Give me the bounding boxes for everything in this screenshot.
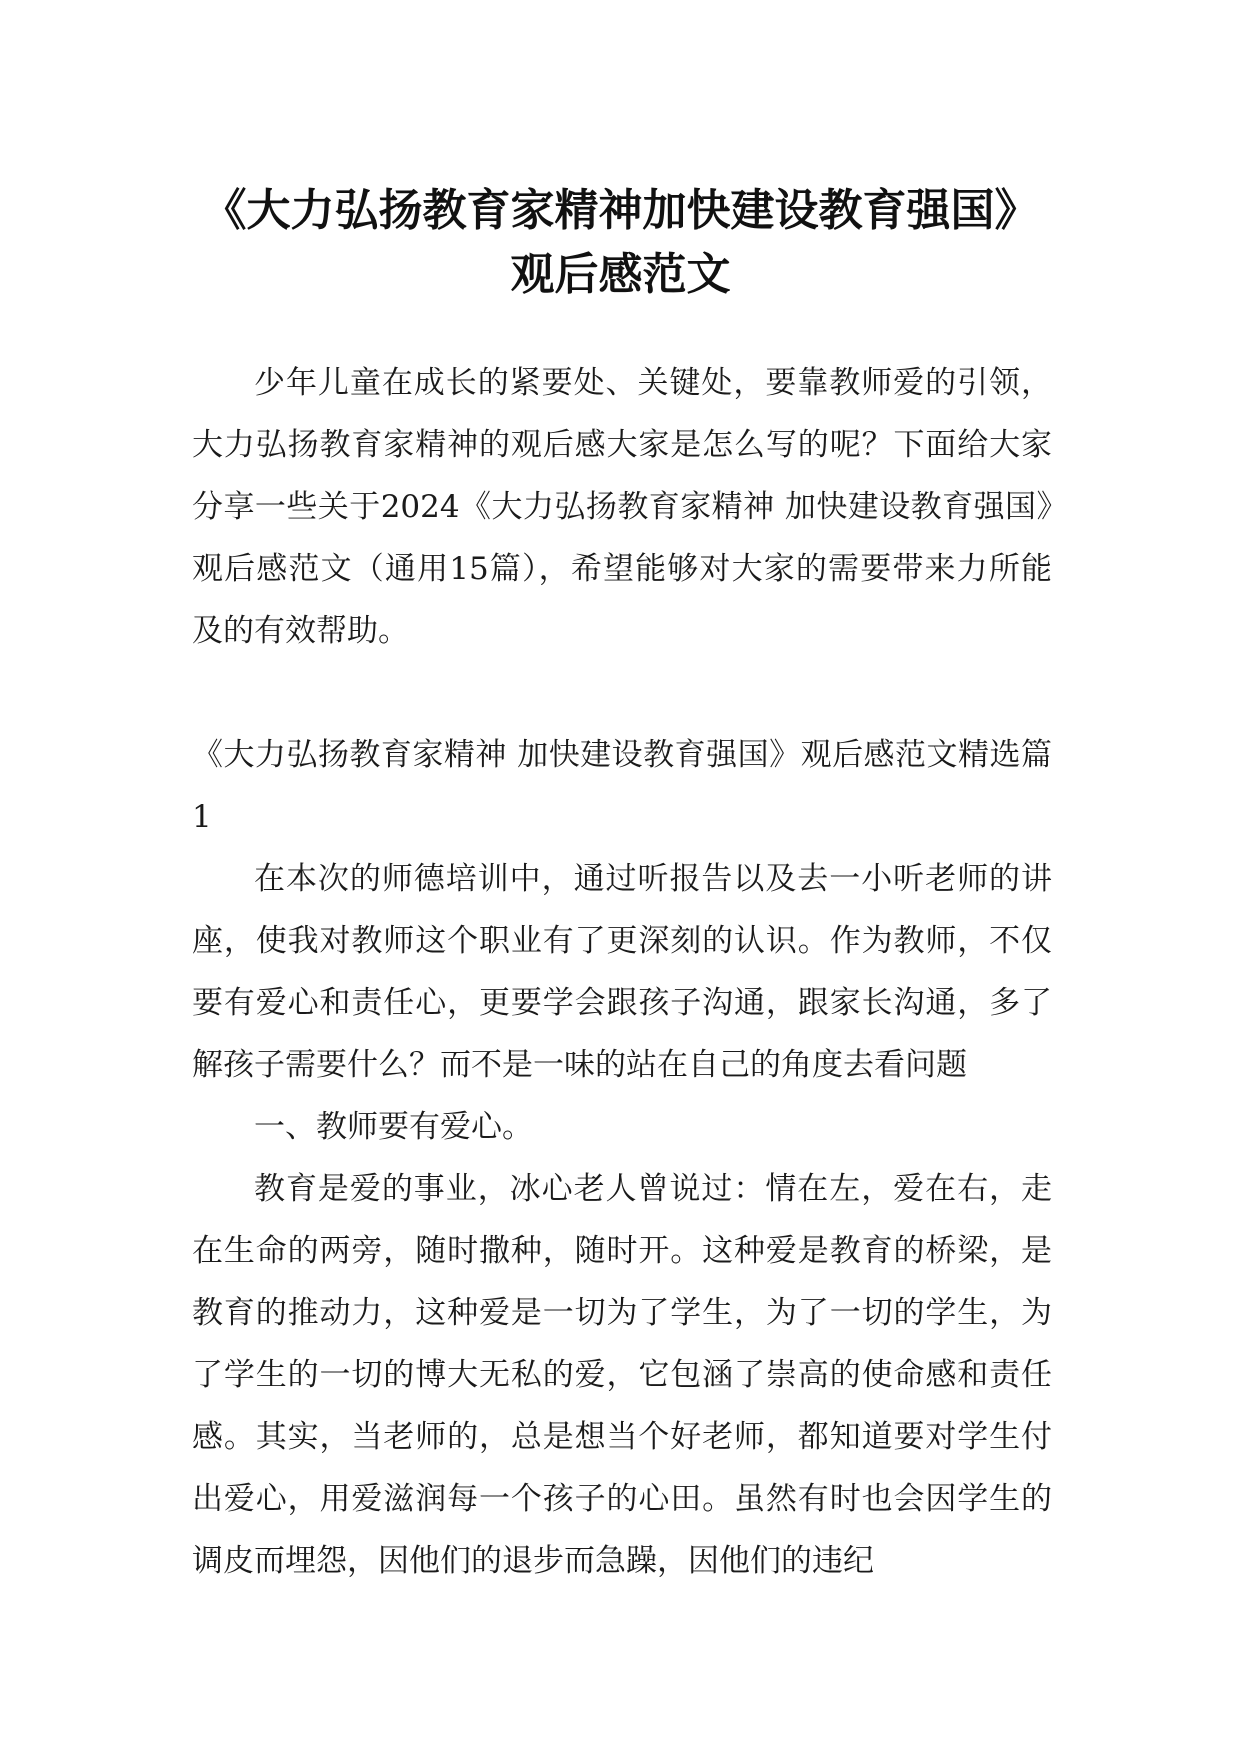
document-body [192,352,1052,1592]
document-title [150,179,1091,307]
title-line-1: 《大力弘扬教育家精神加快建设教育强国》 [202,185,1039,237]
body-paragraph-2: 教育是爱的事业，冰心老人曾说过：情在左，爱在右，走在生命的两旁，随时撒种，随时开。这种爱是教育的桥梁，是教育的推动力，这种爱是一切为了学生，为了一切的学生，为了学生的一切的博大无私的爱，它包涵了崇高的使命感和责任感。其实，当老师的，总是想当个好老师，都知道要对学生付出爱心，用爱滋润每一个孩子的心田。虽然有时也会因学生的调皮而埋怨，因他们的退步而急躁，因他们的违纪 [192,1171,1052,1579]
title-line-2: 观后感范文 [510,249,731,301]
body-paragraph-1: 在本次的师德培训中，通过听报告以及去一小听老师的讲座，使我对教师这个职业有了更深刻的认识。作为教师，不仅要有爱心和责任心，更要学会跟孩子沟通，跟家长沟通，多了解孩子需要什么？而不是一味的站在自己的角度去看问题 [192,861,1052,1083]
intro-paragraph: 少年儿童在成长的紧要处、关键处，要靠教师爱的引领，大力弘扬教育家精神的观后感大家是怎么写的呢？下面给大家分享一些关于2024《大力弘扬教育家精神 加快建设教育强国》观后感范文（通用15篇），希望能够对大家的需要带来力所能及的有效帮助。 [192,365,1052,649]
section-title: 《大力弘扬教育家精神 加快建设教育强国》观后感范文精选篇1 [192,737,1052,835]
section-heading-1: 一、教师要有爱心。 [254,1109,533,1145]
